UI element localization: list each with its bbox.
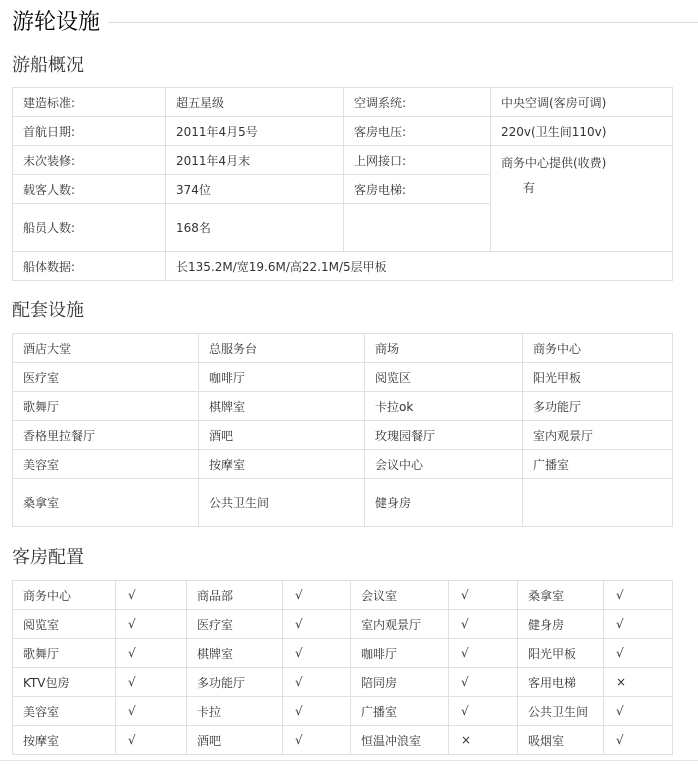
availability-mark: × [449, 726, 518, 755]
room-item: 歌舞厅 [13, 639, 116, 668]
availability-mark: √ [604, 726, 673, 755]
facility-cell: 商场 [365, 334, 523, 363]
table-row [13, 697, 673, 726]
rooms-section-title: 客房配置 [12, 547, 84, 568]
room-item: KTV包房 [13, 668, 116, 697]
availability-mark: √ [449, 639, 518, 668]
room-item: 吸烟室 [518, 726, 604, 755]
overview-value: 2011年4月末 [166, 146, 344, 175]
availability-mark: √ [283, 610, 351, 639]
availability-mark: √ [604, 581, 673, 610]
availability-mark: √ [116, 581, 187, 610]
facility-cell: 广播室 [523, 450, 673, 479]
page-title: 游轮设施 [12, 10, 101, 35]
availability-mark: √ [449, 610, 518, 639]
facilities-section-title: 配套设施 [12, 300, 84, 321]
room-item: 桑拿室 [518, 581, 604, 610]
room-item: 商务中心 [13, 581, 116, 610]
room-item: 阅览室 [13, 610, 116, 639]
facility-cell: 酒店大堂 [13, 334, 199, 363]
room-item: 会议室 [351, 581, 449, 610]
table-row [13, 450, 673, 479]
availability-mark: × [604, 668, 673, 697]
room-item: 健身房 [518, 610, 604, 639]
facility-cell: 会议中心 [365, 450, 523, 479]
table-row [13, 252, 673, 281]
overview-value: 长135.2M/宽19.6M/高22.1M/5层甲板 [166, 252, 673, 281]
availability-mark: √ [283, 726, 351, 755]
facility-cell: 歌舞厅 [13, 392, 199, 421]
facility-cell: 美容室 [13, 450, 199, 479]
bottom-divider [0, 760, 698, 761]
room-item: 恒温冲浪室 [351, 726, 449, 755]
facility-cell: 棋牌室 [199, 392, 365, 421]
overview-label: 上网接口: [344, 146, 491, 175]
facility-cell: 玫瑰园餐厅 [365, 421, 523, 450]
overview-label: 船员人数: [13, 204, 166, 252]
facility-cell: 公共卫生间 [199, 479, 365, 527]
overview-label: 船体数据: [13, 252, 166, 281]
room-item: 按摩室 [13, 726, 116, 755]
availability-mark: √ [449, 697, 518, 726]
overview-value: 有 [523, 181, 536, 195]
room-item: 室内观景厅 [351, 610, 449, 639]
overview-value: 168名 [166, 204, 344, 252]
room-item: 广播室 [351, 697, 449, 726]
table-row [13, 334, 673, 363]
availability-mark: √ [283, 697, 351, 726]
overview-label: 首航日期: [13, 117, 166, 146]
facility-cell: 桑拿室 [13, 479, 199, 527]
room-item: 阳光甲板 [518, 639, 604, 668]
availability-mark: √ [449, 668, 518, 697]
overview-value: 中央空调(客房可调) [491, 88, 673, 117]
facility-cell: 阅览区 [365, 363, 523, 392]
overview-label: 载客人数: [13, 175, 166, 204]
room-item: 医疗室 [187, 610, 283, 639]
room-item: 客用电梯 [518, 668, 604, 697]
overview-table [12, 87, 673, 281]
facility-cell: 总服务台 [199, 334, 365, 363]
facility-cell: 阳光甲板 [523, 363, 673, 392]
facility-cell: 室内观景厅 [523, 421, 673, 450]
facility-cell [523, 479, 673, 527]
overview-value: 220v(卫生间110v) [491, 117, 673, 146]
availability-mark: √ [604, 610, 673, 639]
overview-value: 商务中心提供(收费) [501, 156, 607, 170]
availability-mark: √ [116, 697, 187, 726]
overview-label: 空调系统: [344, 88, 491, 117]
table-row [13, 88, 673, 117]
room-item: 商品部 [187, 581, 283, 610]
overview-label: 客房电压: [344, 117, 491, 146]
table-row [13, 668, 673, 697]
table-row [13, 479, 673, 527]
table-row [13, 726, 673, 755]
room-item: 美容室 [13, 697, 116, 726]
table-row [13, 117, 673, 146]
overview-value: 2011年4月5号 [166, 117, 344, 146]
facility-cell: 商务中心 [523, 334, 673, 363]
overview-label: 客房电梯: [344, 175, 491, 204]
availability-mark: √ [604, 697, 673, 726]
room-item: 卡拉 [187, 697, 283, 726]
overview-value: 超五星级 [166, 88, 344, 117]
table-row [13, 363, 673, 392]
table-row [13, 421, 673, 450]
availability-mark: √ [283, 639, 351, 668]
table-row [13, 581, 673, 610]
room-item: 咖啡厅 [351, 639, 449, 668]
overview-section-title: 游船概况 [12, 55, 84, 76]
facility-cell: 酒吧 [199, 421, 365, 450]
room-item: 公共卫生间 [518, 697, 604, 726]
facility-cell: 卡拉ok [365, 392, 523, 421]
facility-cell: 按摩室 [199, 450, 365, 479]
facility-cell: 香格里拉餐厅 [13, 421, 199, 450]
availability-mark: √ [116, 668, 187, 697]
facility-cell: 健身房 [365, 479, 523, 527]
availability-mark: √ [116, 610, 187, 639]
table-row [13, 392, 673, 421]
title-divider [108, 22, 698, 23]
empty-cell [344, 204, 491, 252]
facility-cell: 咖啡厅 [199, 363, 365, 392]
availability-mark: √ [449, 581, 518, 610]
overview-label: 末次装修: [13, 146, 166, 175]
overview-value-cell [491, 146, 673, 252]
availability-mark: √ [116, 726, 187, 755]
availability-mark: √ [283, 668, 351, 697]
overview-label: 建造标准: [13, 88, 166, 117]
room-item: 酒吧 [187, 726, 283, 755]
facility-cell: 多功能厅 [523, 392, 673, 421]
overview-value: 374位 [166, 175, 344, 204]
page-title-row [12, 8, 698, 38]
facility-cell: 医疗室 [13, 363, 199, 392]
availability-mark: √ [604, 639, 673, 668]
room-item: 棋牌室 [187, 639, 283, 668]
table-row [13, 610, 673, 639]
availability-mark: √ [116, 639, 187, 668]
availability-mark: √ [283, 581, 351, 610]
room-item: 陪同房 [351, 668, 449, 697]
table-row [13, 639, 673, 668]
table-row [13, 146, 673, 175]
facilities-table [12, 333, 673, 527]
rooms-table [12, 580, 673, 755]
room-item: 多功能厅 [187, 668, 283, 697]
